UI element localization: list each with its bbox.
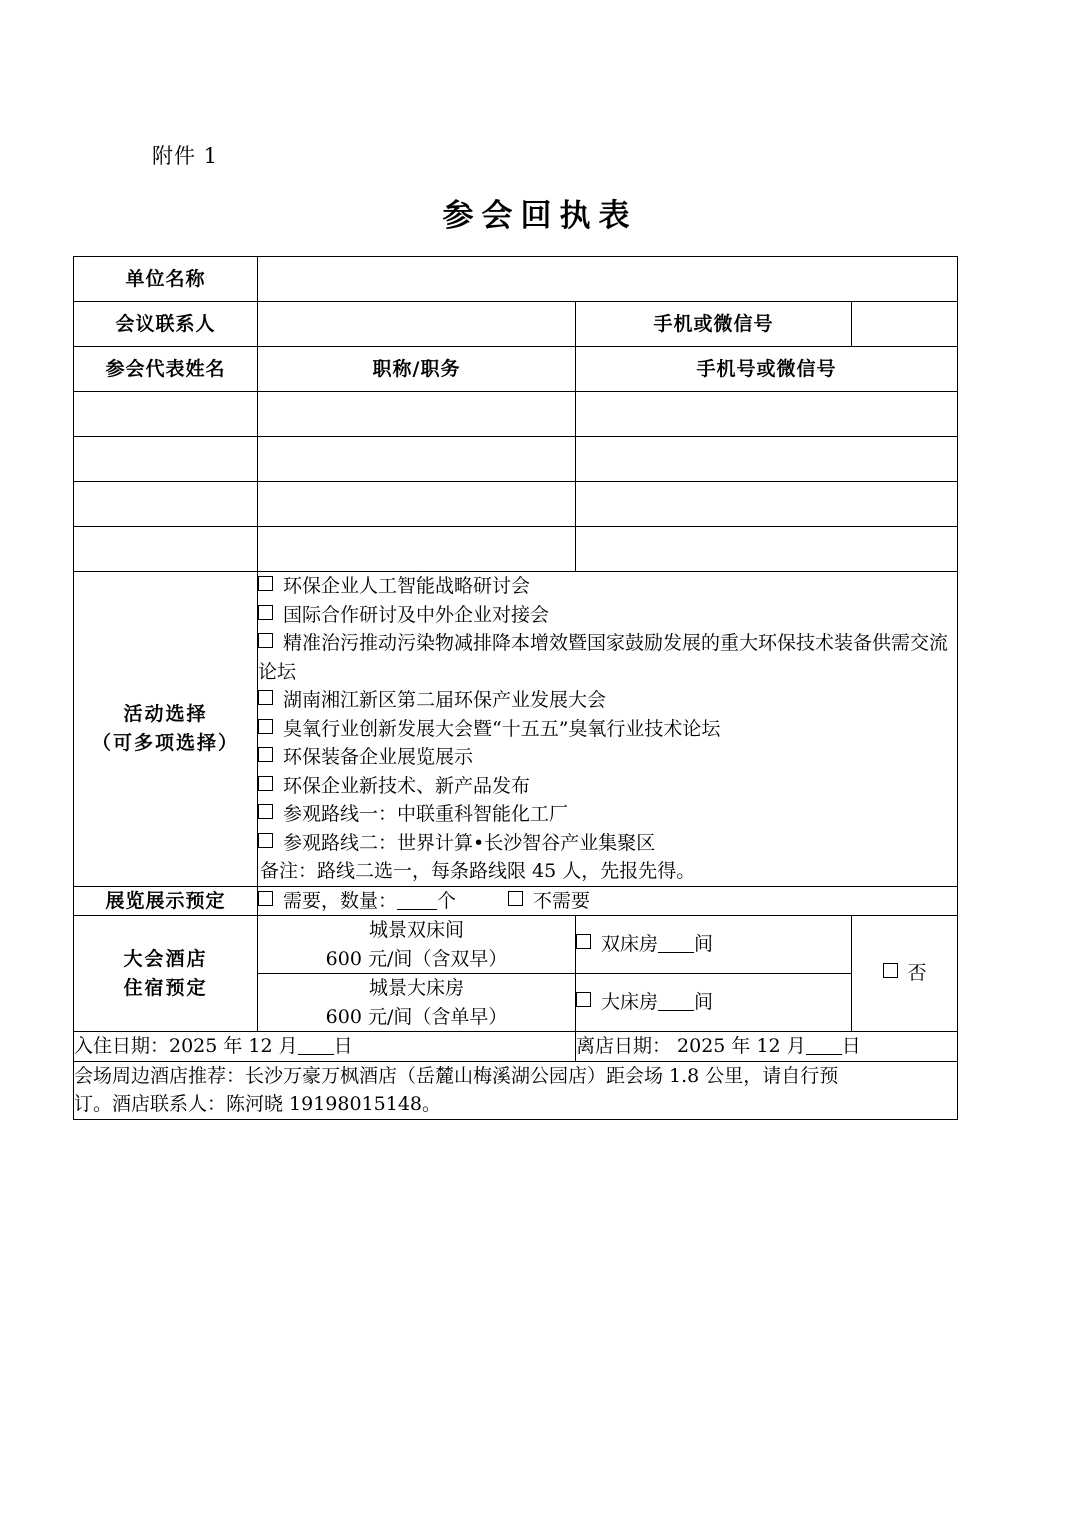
checkbox-icon[interactable] <box>576 992 591 1007</box>
checkout-day-input[interactable] <box>806 1054 842 1055</box>
rep-phone-field[interactable] <box>576 482 958 527</box>
checkbox-icon[interactable] <box>258 747 273 762</box>
rep-name-header: 参会代表姓名 <box>74 347 258 392</box>
rep-name-field[interactable] <box>74 482 258 527</box>
room-twin-pick-cell[interactable] <box>576 916 852 974</box>
activity-option-9[interactable] <box>258 829 957 858</box>
activity-option-label: 臭氧行业创新发展大会暨“十五五”臭氧行业技术论坛 <box>283 717 721 740</box>
activity-note: 备注：路线二选一，每条路线限 45 人，先报先得。 <box>260 860 696 882</box>
activity-option-label: 湖南湘江新区第二届环保产业发展大会 <box>283 689 607 711</box>
checkbox-icon[interactable] <box>883 963 898 978</box>
hotel-recommendation-line1: 会场周边酒店推荐：长沙万豪万枫酒店（岳麓山梅溪湖公园店）距会场 1.8 公里，请自行预 <box>74 1064 839 1087</box>
rep-name-field[interactable] <box>74 392 258 437</box>
room-twin-pick-label: 双床房 <box>601 933 659 956</box>
activity-option-7[interactable] <box>258 772 957 801</box>
exhibit-unit: 个 <box>437 889 457 912</box>
table-row-hotel-twin <box>74 916 958 974</box>
hotel-recommendation-line2: 订。酒店联系人：陈河晓 19198015148。 <box>74 1093 442 1115</box>
rep-phone-field[interactable] <box>576 527 958 572</box>
room-king-unit: 间 <box>694 991 714 1014</box>
checkbox-icon[interactable] <box>258 605 273 620</box>
table-row <box>74 437 958 482</box>
activity-option-1[interactable] <box>258 572 957 601</box>
room-king-price: 600 元/间（含单早） <box>325 1005 508 1028</box>
table-row-activity <box>74 572 958 887</box>
checkbox-icon[interactable] <box>258 633 273 648</box>
contact-phone-label: 手机或微信号 <box>576 302 852 347</box>
exhibit-options-cell <box>258 886 958 916</box>
checkout-prefix: 离店日期： 2025 年 12 月 <box>576 1035 806 1057</box>
checkin-day-input[interactable] <box>298 1054 334 1055</box>
checkout-date-cell[interactable] <box>576 1032 958 1062</box>
checkin-date-cell[interactable] <box>74 1032 576 1062</box>
activity-option-label: 环保企业新技术、新产品发布 <box>283 774 531 797</box>
rep-phone-header: 手机号或微信号 <box>576 347 958 392</box>
activity-label-line2: （可多项选择） <box>91 731 239 754</box>
table-row-rep-header <box>74 347 958 392</box>
activity-option-5[interactable] <box>258 715 957 744</box>
hotel-label-cell <box>74 916 258 1032</box>
table-row <box>74 392 958 437</box>
contact-phone-field[interactable] <box>852 302 958 347</box>
exhibit-quantity-input[interactable] <box>397 909 437 910</box>
table-row <box>74 527 958 572</box>
rep-title-header: 职称/职务 <box>258 347 576 392</box>
rep-title-field[interactable] <box>258 482 576 527</box>
activity-option-8[interactable] <box>258 800 957 829</box>
checkbox-icon[interactable] <box>258 690 273 705</box>
exhibit-label: 展览展示预定 <box>74 886 258 916</box>
hotel-label-line2: 住宿预定 <box>123 976 208 999</box>
activity-option-label: 环保装备企业展览展示 <box>283 746 474 768</box>
table-row-footer <box>74 1061 958 1119</box>
checkbox-icon[interactable] <box>258 776 273 791</box>
exhibit-need-label: 需要，数量： <box>283 889 398 912</box>
checkbox-icon[interactable] <box>258 576 273 591</box>
rep-phone-field[interactable] <box>576 437 958 482</box>
contact-label: 会议联系人 <box>74 302 258 347</box>
checkbox-icon[interactable] <box>258 833 273 848</box>
checkbox-icon[interactable] <box>576 934 591 949</box>
checkbox-icon[interactable] <box>258 804 273 819</box>
rep-title-field[interactable] <box>258 527 576 572</box>
room-king-pick-cell[interactable] <box>576 974 852 1032</box>
room-twin-cell <box>258 916 576 974</box>
exhibit-not-need-label: 不需要 <box>533 889 591 912</box>
checkout-suffix: 日 <box>841 1035 861 1057</box>
contact-field[interactable] <box>258 302 576 347</box>
rep-name-field[interactable] <box>74 527 258 572</box>
rep-phone-field[interactable] <box>576 392 958 437</box>
room-king-pick-label: 大床房 <box>601 991 659 1014</box>
checkbox-icon[interactable] <box>258 891 273 906</box>
activity-option-label: 国际合作研讨及中外企业对接会 <box>283 603 550 626</box>
rep-name-field[interactable] <box>74 437 258 482</box>
activity-label-line1: 活动选择 <box>123 703 208 726</box>
checkin-prefix: 入住日期：2025 年 12 月 <box>74 1035 298 1057</box>
hotel-no-cell[interactable] <box>852 916 958 1032</box>
activity-options-cell <box>258 572 958 887</box>
room-twin-name: 城景双床间 <box>368 919 464 941</box>
rep-title-field[interactable] <box>258 392 576 437</box>
activity-option-6[interactable] <box>258 743 957 772</box>
room-twin-price: 600 元/间（含双早） <box>325 947 508 970</box>
page-title: 参会回执表 <box>442 198 638 234</box>
activity-option-label: 精准治污推动污染物减排降本增效暨国家鼓励发展的重大环保技术装备供需交流论坛 <box>258 632 949 683</box>
table-row-unit <box>74 257 958 302</box>
hotel-label-line1: 大会酒店 <box>123 948 208 970</box>
hotel-no-label: 否 <box>907 962 927 985</box>
unit-name-label: 单位名称 <box>74 257 258 302</box>
room-king-count-input[interactable] <box>658 1010 694 1011</box>
room-twin-count-input[interactable] <box>658 952 694 953</box>
attachment-label: 附件 1 <box>152 144 219 168</box>
table-row-dates <box>74 1032 958 1062</box>
unit-name-field[interactable] <box>258 257 958 302</box>
activity-option-4[interactable] <box>258 686 957 715</box>
activity-label-cell <box>74 572 258 887</box>
table-row <box>74 482 958 527</box>
checkin-suffix: 日 <box>333 1035 353 1057</box>
activity-option-label: 参观路线一：中联重科智能化工厂 <box>283 803 569 825</box>
activity-option-label: 参观路线二：世界计算•长沙智谷产业集聚区 <box>283 831 656 854</box>
activity-option-2[interactable] <box>258 601 957 630</box>
rep-title-field[interactable] <box>258 437 576 482</box>
hotel-recommendation-cell <box>74 1061 958 1119</box>
checkbox-icon[interactable] <box>258 719 273 734</box>
table-row-contact <box>74 302 958 347</box>
checkbox-icon[interactable] <box>508 891 523 906</box>
activity-option-label: 环保企业人工智能战略研讨会 <box>283 575 531 597</box>
room-king-name: 城景大床房 <box>368 977 464 999</box>
activity-option-3[interactable] <box>258 629 957 686</box>
table-row-exhibit <box>74 886 958 916</box>
room-king-cell <box>258 974 576 1032</box>
registration-form-table <box>73 256 958 1120</box>
room-twin-unit: 间 <box>694 933 714 956</box>
